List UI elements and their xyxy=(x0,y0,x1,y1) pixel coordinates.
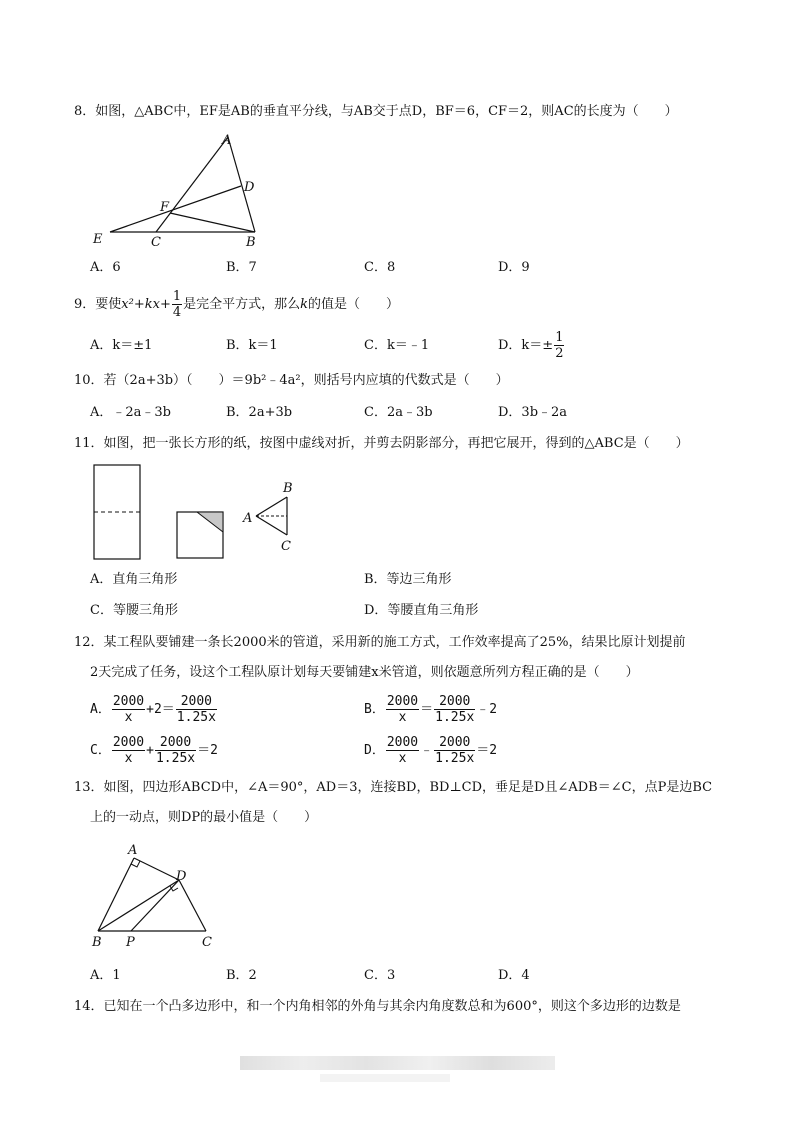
q12-option-a: A． $\frac{2000}{x}$ +2＝ $\frac{2000}{1.25x}$ xyxy=(90,694,216,725)
question-8-text: 8．如图，△ABC中，EF是AB的垂直平分线，与AB交于点D，BF＝6，CF＝2，则AC的长度为（ ） xyxy=(74,104,678,119)
question-12-line1: 12．某工程队要铺建一条长2000米的管道，采用新的施工方式，工作效率提高了25%，结果比原计划提前 xyxy=(74,635,686,650)
q11-label-C: C xyxy=(281,539,291,554)
question-12-line2: 2天完成了任务，设这个工程队原计划每天要铺建x米管道，则依题意所列方程正确的是（ ） xyxy=(90,665,639,680)
q8-label-E: E xyxy=(93,232,103,247)
q8-label-D: D xyxy=(244,180,255,195)
q11-fold-figure xyxy=(90,462,310,562)
q8-label-C: C xyxy=(151,235,161,250)
q11-label-A: A xyxy=(243,511,253,526)
question-13-line1: 13．如图，四边形ABCD中，∠A＝90°，AD＝3，连接BD，BD⊥CD，垂足是D且∠ADB＝∠C，点P是边BC xyxy=(74,780,713,795)
q11-option-c: C．等腰三角形 xyxy=(90,603,178,618)
q10-option-a: A．﹣2a﹣3b xyxy=(90,405,172,420)
question-10-text: 10．若（2a+3b）（ ）＝9b²﹣4a²，则括号内应填的代数式是（ ） xyxy=(74,373,509,388)
q8-option-c: C．8 xyxy=(364,260,396,275)
q13-option-d: D．4 xyxy=(498,968,530,983)
q8-option-b: B．7 xyxy=(226,260,257,275)
footer-watermark xyxy=(240,1056,555,1070)
q13-option-a: A．1 xyxy=(90,968,121,983)
q11-label-B: B xyxy=(283,481,293,496)
q10-option-c: C．2a﹣3b xyxy=(364,405,433,420)
q12-option-c: C． $\frac{2000}{x}$ + $\frac{2000}{1.25x}$ ＝2 xyxy=(90,735,218,766)
q13-label-P: P xyxy=(126,935,135,950)
question-14-text: 14．已知在一个凸多边形中，和一个内角相邻的外角与其余内角度数总和为600°，则这个多边形的边数是 xyxy=(74,999,681,1014)
q13-label-A: A xyxy=(128,843,138,858)
q8-label-F: F xyxy=(160,200,170,215)
q13-label-D: D xyxy=(176,869,187,884)
q12-option-b: B． $\frac{2000}{x}$ ＝ $\frac{2000}{1.25x}$ ﹣2 xyxy=(364,694,498,725)
q11-option-d: D．等腰直角三角形 xyxy=(364,603,479,618)
q9-option-b: B．k＝1 xyxy=(226,338,278,353)
q10-option-d: D．3b﹣2a xyxy=(498,405,568,420)
q13-label-C: C xyxy=(202,935,212,950)
q8-label-B: B xyxy=(246,235,256,250)
q11-option-a: A．直角三角形 xyxy=(90,572,178,587)
question-11-text: 11．如图，把一张长方形的纸，按图中虚线对折，并剪去阴影部分，再把它展开，得到的△ABC是（ ） xyxy=(74,436,689,451)
q9-option-a: A．k＝±1 xyxy=(90,338,153,353)
q10-option-b: B．2a+3b xyxy=(226,405,293,420)
q11-option-b: B．等边三角形 xyxy=(364,572,452,587)
question-13-line2: 上的一动点，则DP的最小值是（ ） xyxy=(90,810,318,825)
q8-label-A: A xyxy=(222,133,232,148)
q12-option-d: D． $\frac{2000}{x}$ ﹣ $\frac{2000}{1.25x}$ ＝2 xyxy=(364,735,498,766)
footer-watermark-sub xyxy=(320,1074,450,1082)
q13-label-B: B xyxy=(92,935,102,950)
q8-option-d: D．9 xyxy=(498,260,530,275)
q8-option-a: A．6 xyxy=(90,260,121,275)
q13-quadrilateral-figure xyxy=(88,842,228,954)
question-9-text: 9．要使x²+kx+ $\frac{1}{4}$ 是完全平方式，那么k的值是（ ） xyxy=(74,289,400,320)
q13-option-c: C．3 xyxy=(364,968,396,983)
q9-option-d: D．k＝± $\frac{1}{2}$ xyxy=(498,330,564,361)
q8-triangle-figure xyxy=(88,128,268,250)
q9-option-c: C．k＝﹣1 xyxy=(364,338,430,353)
q13-option-b: B．2 xyxy=(226,968,257,983)
